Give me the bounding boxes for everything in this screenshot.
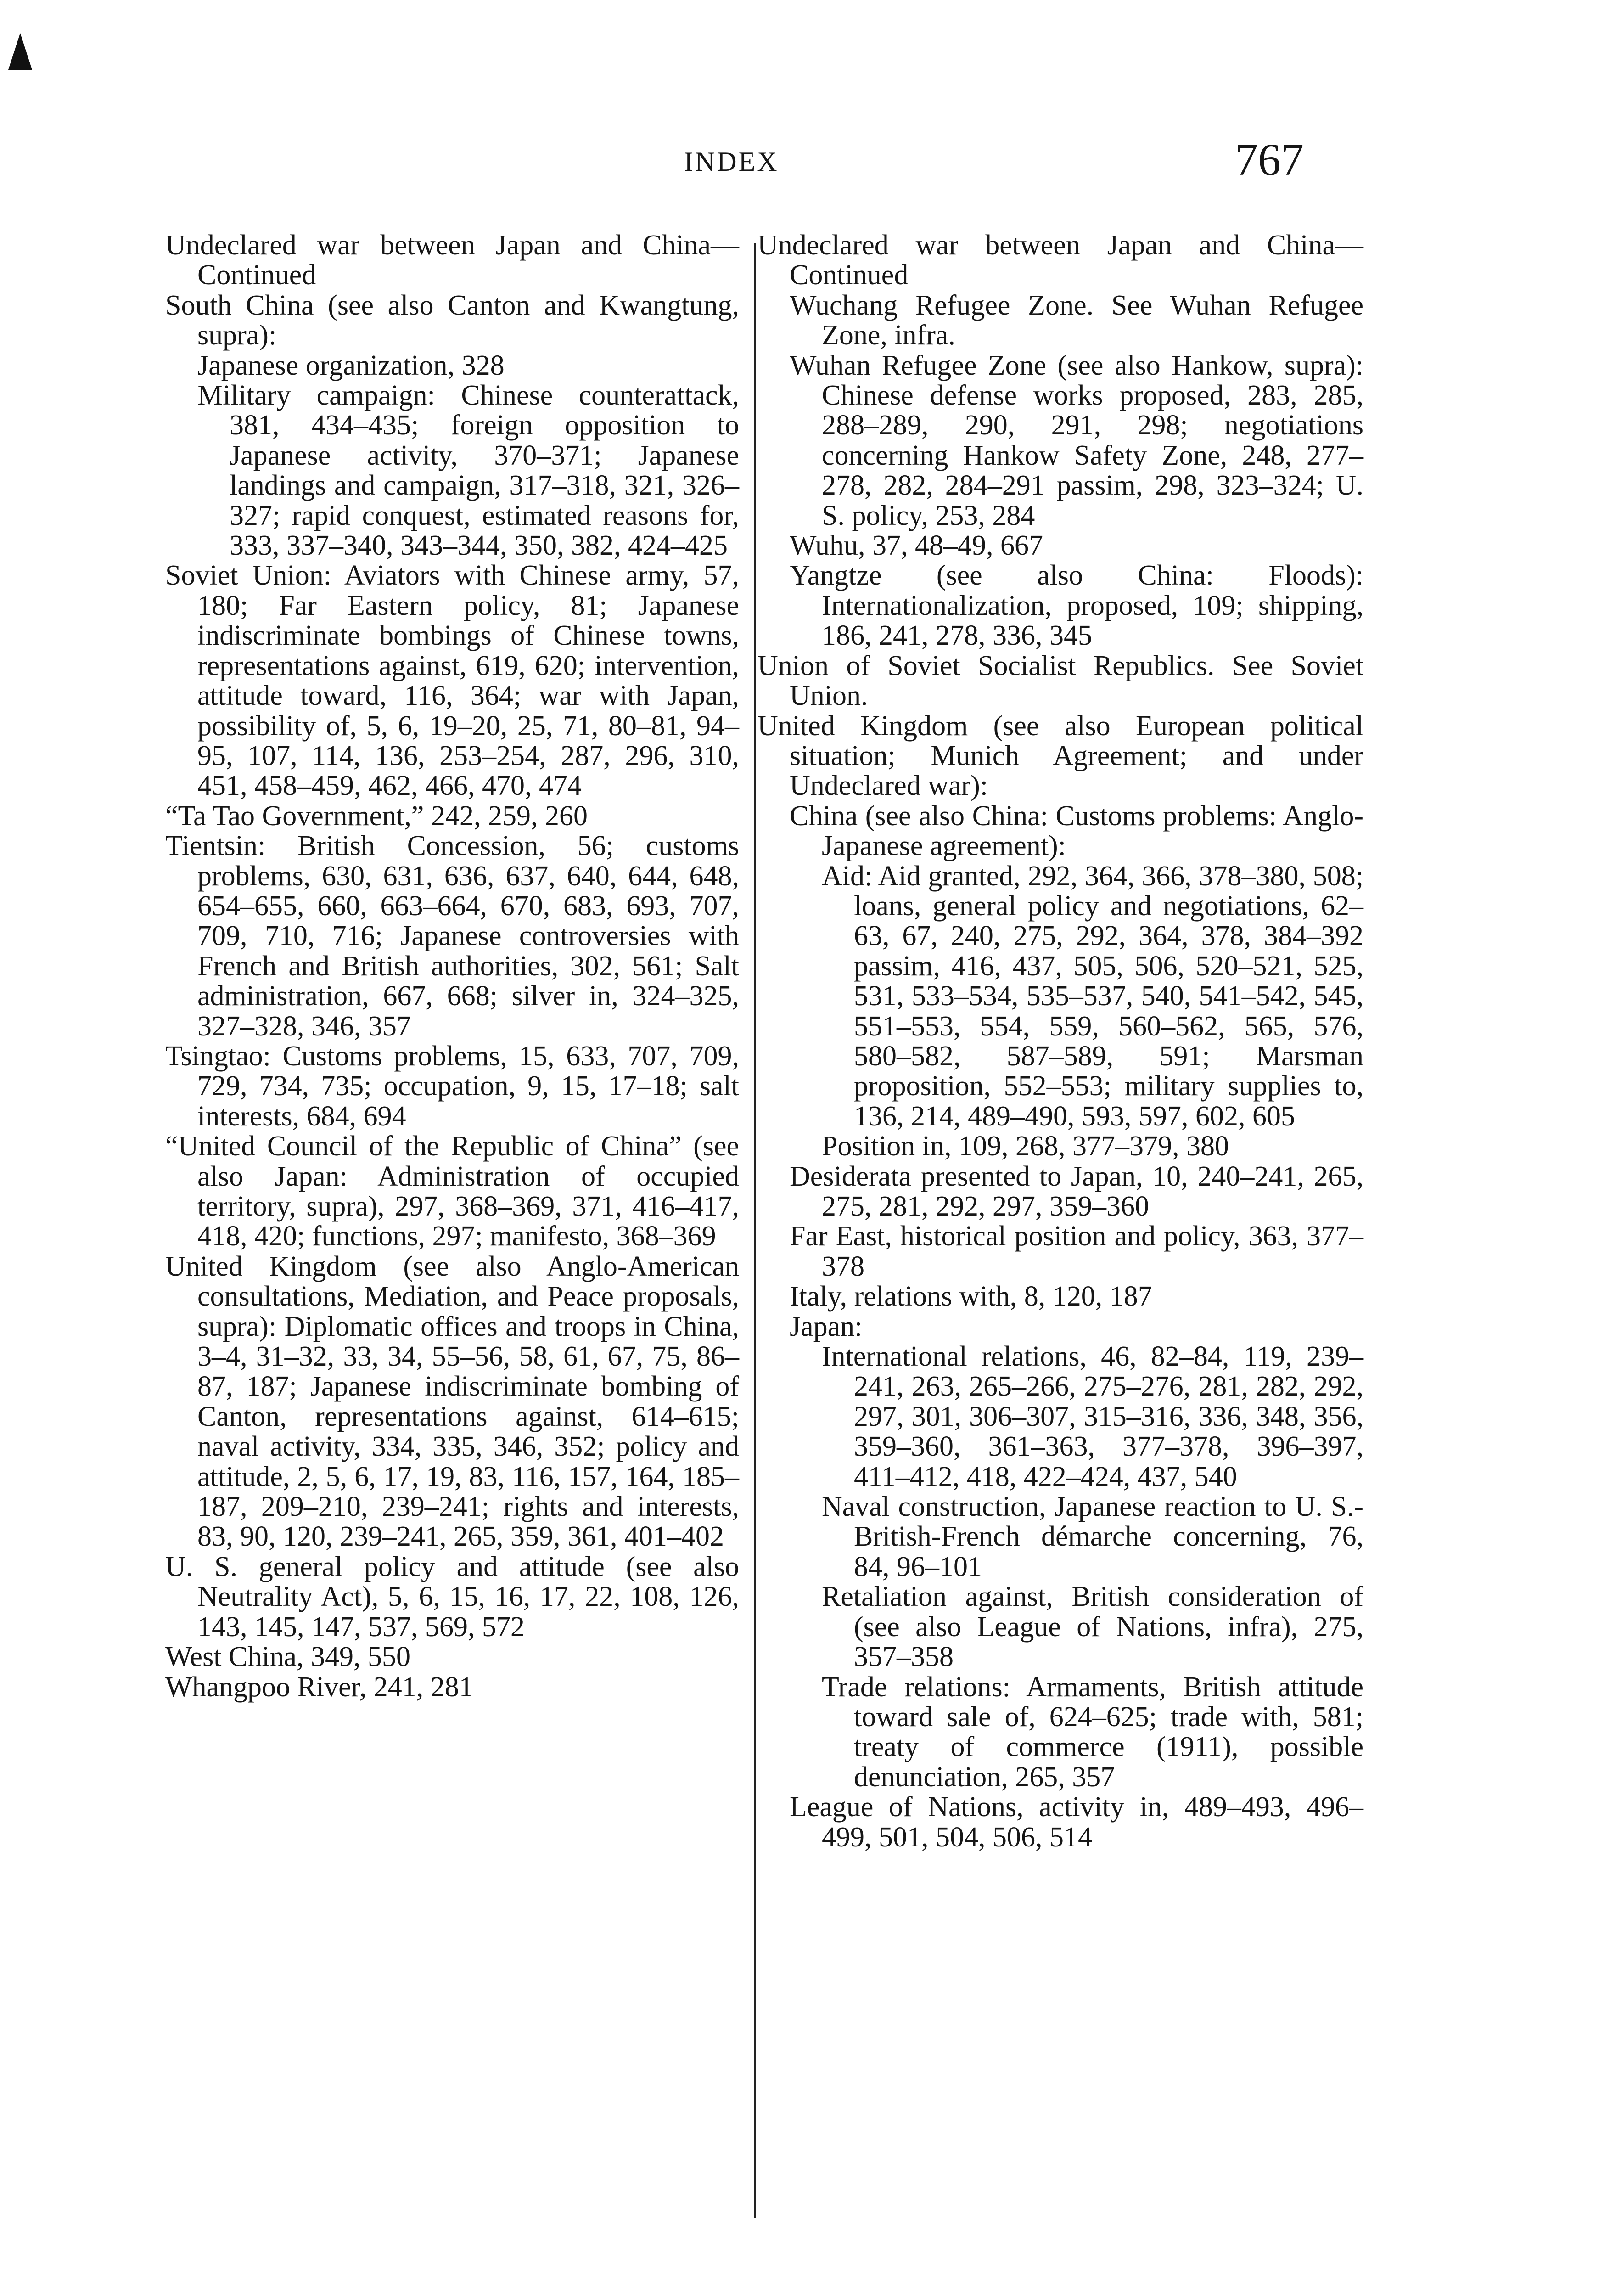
index-entry: Aid: Aid granted, 292, 364, 366, 378–380, 508; loans, general policy and negotiations, 62–63, 67, 240, 275, 292, 364, 378, 384–392 passim, 416, 437, 505, 506, 520–521, 525, 531, 533–534, 535–537, 540, 541–542, 545, 551–553, 554, 559, 560–562, 565, 576, 580–582, 587–589, 591; Marsman proposition, 552–553; military supplies to, 136, 214, 489–490, 593, 597, 602, 605: [822, 860, 1363, 1132]
index-entry: Position in, 109, 268, 377–379, 380: [822, 1131, 1229, 1162]
index-entry: “United Council of the Republic of China” (see also Japan: Administration of occupied territory, supra), 297, 368–369, 371, 416–417, 418, 420; functions, 297; manifesto, 368–369: [165, 1131, 739, 1252]
index-entry: China (see also China: Customs problems: Anglo-Japanese agreement):: [790, 800, 1363, 862]
index-entry: Desiderata presented to Japan, 10, 240–241, 265, 275, 281, 292, 297, 359–360: [790, 1160, 1363, 1222]
index-entry: Retaliation against, British consideration of (see also League of Nations, infra), 275, 357–358: [822, 1581, 1363, 1673]
index-entry: Soviet Union: Aviators with Chinese army, 57, 180; Far Eastern policy, 81; Japanese indiscriminate bombings of Chinese towns, representations against, 619, 620; intervention, attitude toward, 116, 364; war with Japan, possibility of, 5, 6, 19–20, 25, 71, 80–81, 94–95, 107, 114, 136, 253–254, 287, 296, 310, 451, 458–459, 462, 466, 470, 474: [165, 560, 739, 802]
index-entry: Military campaign: Chinese counterattack, 381, 434–435; foreign opposition to Japanese activity, 370–371; Japanese landings and campaign, 317–318, 321, 326–327; rapid conquest, estimated reasons for, 333, 337–340, 343–344, 350, 382, 424–425: [197, 380, 739, 562]
index-entry: Trade relations: Armaments, British attitude toward sale of, 624–625; trade with, 581; treaty of commerce (1911), possible denunciation, 265, 357: [822, 1671, 1363, 1793]
index-entry: Wuchang Refugee Zone. See Wuhan Refugee Zone, infra.: [790, 289, 1363, 351]
index-entry: “Ta Tao Government,” 242, 259, 260: [165, 800, 588, 832]
index-entry: Italy, relations with, 8, 120, 187: [790, 1281, 1152, 1312]
index-column-left: [165, 231, 739, 1702]
index-entry: West China, 349, 550: [165, 1641, 411, 1673]
column-divider: [754, 243, 756, 2218]
page-corner-mark: [8, 33, 32, 70]
index-entry: Whangpoo River, 241, 281: [165, 1671, 473, 1703]
index-entry: South China (see also Canton and Kwangtung, supra):: [165, 289, 739, 351]
index-entry: United Kingdom (see also European political situation; Munich Agreement; and under Undeclared war):: [757, 710, 1363, 802]
index-entry: Undeclared war between Japan and China—Continued: [757, 230, 1363, 291]
index-entry: Tsingtao: Customs problems, 15, 633, 707, 709, 729, 734, 735; occupation, 9, 15, 17–18; salt interests, 684, 694: [165, 1040, 739, 1132]
index-column-right: [757, 231, 1363, 1852]
page-number: 767: [1235, 134, 1304, 185]
index-entry: Tientsin: British Concession, 56; customs problems, 630, 631, 636, 637, 640, 644, 648, 654–655, 660, 663–664, 670, 683, 693, 707, 709, 710, 716; Japanese controversies with French and British authorities, 302, 561; Salt administration, 667, 668; silver in, 324–325, 327–328, 346, 357: [165, 830, 739, 1042]
index-entry: U. S. general policy and attitude (see also Neutrality Act), 5, 6, 15, 16, 17, 22, 108, 126, 143, 145, 147, 537, 569, 572: [165, 1551, 739, 1643]
index-entry: Far East, historical position and policy, 363, 377–378: [790, 1221, 1363, 1282]
index-entry: Japanese organization, 328: [197, 349, 505, 381]
index-entry: Japan:: [790, 1311, 863, 1342]
index-entry: International relations, 46, 82–84, 119, 239–241, 263, 265–266, 275–276, 281, 282, 292, 297, 301, 306–307, 315–316, 336, 348, 356, 359–360, 361–363, 377–378, 396–397, 411–412, 418, 422–424, 437, 540: [822, 1341, 1363, 1492]
index-entry: Wuhu, 37, 48–49, 667: [790, 530, 1043, 562]
index-entry: Naval construction, Japanese reaction to U. S.-British-French démarche concerning, 76, 84, 96–101: [822, 1491, 1363, 1582]
index-entry: United Kingdom (see also Anglo-American consultations, Mediation, and Peace proposals, supra): Diplomatic offices and troops in China, 3–4, 31–32, 33, 34, 55–56, 58, 61, 67, 75, 86–87, 187; Japanese indiscriminate bombing of Canton, representations against, 614–615; naval activity, 334, 335, 346, 352; policy and attitude, 2, 5, 6, 17, 19, 83, 116, 157, 164, 185–187, 209–210, 239–241; rights and interests, 83, 90, 120, 239–241, 265, 359, 361, 401–402: [165, 1250, 739, 1553]
index-entry: Wuhan Refugee Zone (see also Hankow, supra): Chinese defense works proposed, 283, 285, 288–289, 290, 291, 298; negotiations concerning Hankow Safety Zone, 248, 277–278, 282, 284–291 passim, 298, 323–324; U. S. policy, 253, 284: [790, 349, 1363, 531]
index-entry: League of Nations, activity in, 489–493, 496–499, 501, 504, 506, 514: [790, 1791, 1363, 1853]
index-entry: Undeclared war between Japan and China—Continued: [165, 230, 739, 291]
index-entry: Union of Soviet Socialist Republics. See Soviet Union.: [757, 650, 1363, 712]
running-head: INDEX: [684, 146, 779, 177]
index-entry: Yangtze (see also China: Floods): Internationalization, proposed, 109; shipping, 186, 241, 278, 336, 345: [790, 560, 1363, 652]
